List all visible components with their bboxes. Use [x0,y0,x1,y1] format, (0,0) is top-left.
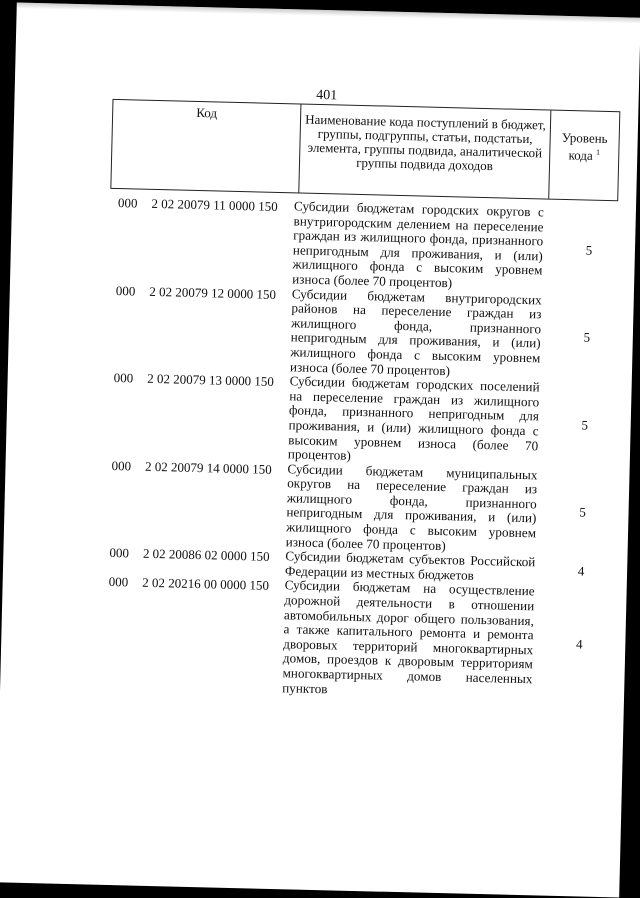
row-level: 4 [575,636,583,652]
row-level: 5 [583,329,591,345]
budget-code: 2 02 20079 14 0000 150 [144,458,272,477]
header-level-footnote: 1 [595,147,601,157]
page-number: 401 [315,87,338,104]
admin-code: 000 [113,370,134,386]
budget-code: 2 02 20079 12 0000 150 [149,283,277,302]
scan-shadow [17,3,640,24]
header-level-label: Уровень кода [561,129,608,163]
row-code [0,572,285,696]
row-level: 5 [579,504,586,521]
row-code [4,455,288,549]
row-name: Субсидии бюджетам городских поселений на переселение граждан из жилищного фонда, признанного непригодным для проживания, и (или) жилищного фонда с высоким уровнем износа (более 70 процентов) [287,373,540,463]
row-level: 5 [581,417,589,433]
header-code: Код [111,100,301,193]
table-header [110,99,620,201]
header-name: Наименование кода поступлений в бюджет, группы, подгруппы, статьи, подстатьи, элемента, группы подвида, аналитической группы подвида доходов [299,104,551,198]
row-level: 5 [585,242,593,258]
admin-code: 000 [108,574,129,590]
row-code [6,368,290,462]
document-page [0,3,640,898]
header-level [549,111,619,201]
row-name: Субсидии бюджетам внутригородских районов на переселение граждан из жилищного фонда, признанного непригодным для проживания, и (или) жилищного фонда с высоким уровнем износа (более 70 процентов) [289,285,542,378]
admin-code: 000 [115,282,136,299]
budget-code: 2 02 20079 11 0000 150 [151,195,278,214]
budget-code: 2 02 20216 00 0000 150 [142,575,270,594]
row-code [8,280,292,374]
row-name: Субсидии бюджетам субъектов Российской Федерации из местных бюджетов [284,548,536,583]
admin-code: 000 [111,457,132,474]
row-code [10,192,294,286]
table-row [10,192,636,295]
table-row [6,368,632,474]
row-level: 4 [577,563,585,579]
budget-code: 2 02 20079 13 0000 150 [147,370,275,390]
admin-code: 000 [117,195,138,211]
budget-code: 2 02 20086 02 0000 150 [142,546,270,565]
row-name: Субсидии бюджетам городских округов с внутригородским делением на переселение граждан из жилищного фонда, признанного непригодным для проживания, и (или) жилищного фонда с высоким уровнем износа (более 70 процентов) [291,198,545,291]
table-row [8,280,634,386]
table-body [0,192,636,703]
table-row [0,572,627,704]
table-row [4,455,630,561]
row-name: Субсидии бюджетам муниципальных округов на переселение граждан из жилищного фонда, признанного непригодным для проживания, и (или) жилищного фонда с высоким уровнем износа (более 70 процентов) [285,460,538,553]
admin-code: 000 [109,545,130,561]
row-name: Субсидии бюджетам на осуществление дорожной деятельности в отношении автомобильных дорог общего пользования, а также капитального ремонта и ремонта дворовых территорий многоквартирных домов, проездов к дворовым территориям многоквартирных домов населенных пунктов [282,577,535,696]
